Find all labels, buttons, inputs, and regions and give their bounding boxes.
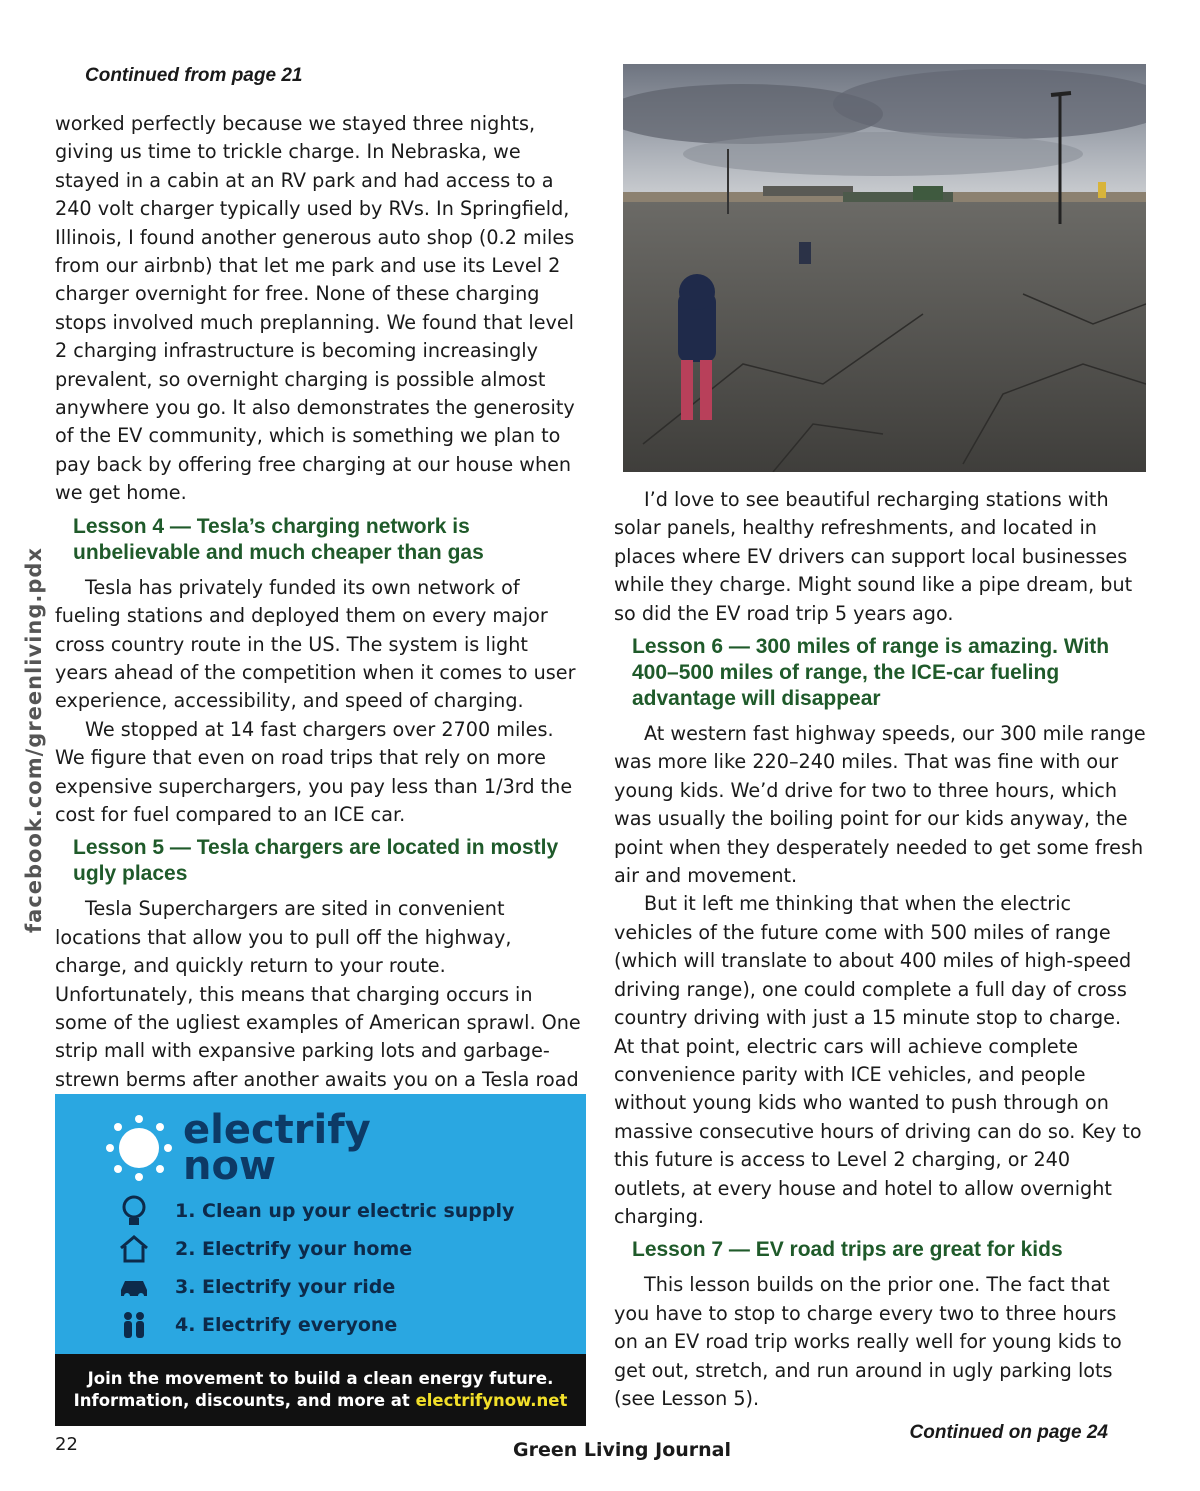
electrifynow-link[interactable]: electrifynow.net	[415, 1391, 568, 1410]
continued-on: Continued on page 24	[909, 1422, 1108, 1444]
paragraph: This lesson builds on the prior one. The fact that you have to stop to charge every two to three hours on an EV road trip works really well for young kids to get out, stretch, and run around in ugly parking lots (see Lesson 5).	[614, 1273, 1122, 1410]
side-url: facebook.com/greenliving.pdx	[22, 547, 46, 933]
car-icon	[115, 1270, 153, 1304]
paragraph: At western fast highway speeds, our 300 mile range was more like 220–240 miles. That was fine with our young kids. We’d drive for two to three hours, which was usually the boiling point for our kids anyway, the point when they desperately needed to get some fresh air and movement.	[614, 722, 1146, 888]
lesson-4-heading: Lesson 4 — Tesla’s charging network is unbelievable and much cheaper than gas	[73, 514, 484, 564]
lesson-7-heading: Lesson 7 — EV road trips are great for kids	[632, 1238, 1063, 1262]
sun-logo-icon	[105, 1114, 173, 1182]
paragraph: worked perfectly because we stayed three nights, giving us time to trickle charge. In Nebraska, we stayed in a cabin at an RV park and had access to a 240 volt charger typically used by RVs. In Springfield, Illinois, I found another generous auto shop (0.2 miles from our airbnb) that let me park and use its Level 2 charger overnight for free. None of these charging stops involved much preplanning. We found that level 2 charging infrastructure is becoming increasingly prevalent, so overnight charging is possible almost anywhere you go. It also demonstrates the generosity of the EV community, which is something we plan to pay back by offering free charging at our house when we get home.	[55, 112, 575, 505]
ad-brand	[183, 1107, 371, 1189]
electrify-now-ad[interactable]	[55, 1094, 586, 1426]
ad-item-1: 1. Clean up your electric supply	[115, 1194, 514, 1228]
paragraph: Tesla Superchargers are sited in convenient locations that allow you to pull off the highway, charge, and quickly return to your route. Unfortunately, this means that charging occurs in some of the ugliest examples of American sprawl. One strip mall with expansive parking lots and garbage-strewn berms after another awaits you on a Tesla road	[55, 897, 581, 1091]
ad-item-4: 4. Electrify everyone	[115, 1308, 397, 1342]
left-column	[55, 62, 583, 1123]
paragraph: Tesla has privately funded its own network of fueling stations and deployed them on every major cross country route in the US. The system is light years ahead of the competition when it comes to user experience, accessibility, and speed of charging.	[55, 575, 576, 713]
ad-item-2: 2. Electrify your home	[115, 1232, 412, 1266]
right-column	[614, 486, 1146, 1447]
continued-from: Continued from page 21	[85, 65, 303, 86]
parking-lot-photo	[623, 64, 1146, 472]
journal-name: Green Living Journal	[513, 1439, 732, 1461]
ad-item-3: 3. Electrify your ride	[115, 1270, 395, 1304]
paragraph: I’d love to see beautiful recharging stations with solar panels, healthy refreshments, and located in places where EV drivers can support local businesses while they charge. Might sound like a pipe dream, but so did the EV road trip 5 years ago.	[614, 488, 1133, 625]
lesson-5-heading: Lesson 5 — Tesla chargers are located in mostly ugly places	[73, 836, 559, 886]
brand-line-2: now	[183, 1143, 276, 1189]
lesson-6-heading: Lesson 6 — 300 miles of range is amazing. With 400–500 miles of range, the ICE-car fueling advantage will disappear	[632, 635, 1110, 711]
lightbulb-icon	[115, 1194, 153, 1228]
ad-footer	[55, 1354, 586, 1426]
page-number: 22	[55, 1434, 78, 1455]
ad-footer-line-1: Join the movement to build a clean energy future.	[87, 1369, 554, 1388]
brand-line-1: electrify	[183, 1107, 371, 1153]
people-icon	[115, 1308, 153, 1342]
ad-footer-line-2: Information, discounts, and more at electrifynow.net	[73, 1391, 568, 1410]
paragraph: We stopped at 14 fast chargers over 2700 miles. We figure that even on road trips that rely on more expensive superchargers, you pay less than 1/3rd the cost for fuel compared to an ICE car.	[55, 717, 573, 826]
home-icon	[115, 1232, 153, 1266]
paragraph: But it left me thinking that when the electric vehicles of the future come with 500 miles of range (which will translate to about 400 miles of high-speed driving range), one could complete a full day of cross country driving with just a 15 minute stop to charge. At that point, electric cars will achieve complete convenience parity with ICE vehicles, and people without young kids who wanted to push through on massive consecutive hours of driving can do so. Key to this future is access to Level 2 charging, or 240 outlets, at every house and hotel to allow overnight charging.	[614, 892, 1142, 1228]
